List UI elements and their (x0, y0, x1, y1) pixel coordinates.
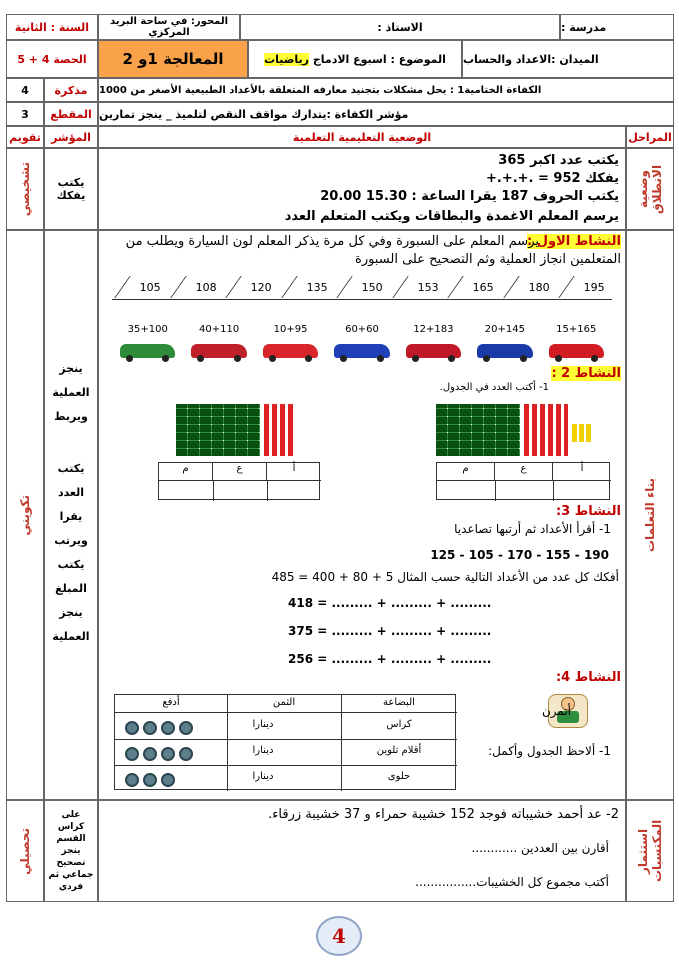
tens-rods (264, 404, 296, 456)
car-operation: 20+145 (484, 324, 525, 335)
units-cubes (572, 424, 592, 442)
teacher-field: الاستاذ : (240, 14, 560, 40)
invest-compare: أقارن بين العددين ............ (471, 841, 609, 855)
activity-4-train: أتمرن (541, 704, 571, 718)
goods-item-1: كراس (386, 719, 412, 730)
stage-invest: استثمار المكتسبات (626, 800, 674, 902)
launch-line-4: يرسم المعلم الاغمدة والبطاقات ويكتب المتعلم العدد (284, 209, 619, 224)
domain-field: الميدان :الاعداد والحساب (462, 40, 674, 78)
car-operation: 12+183 (413, 324, 454, 335)
invest-indicator: على كراس القسم ينجز تصحيح جماعي ثم فردي (44, 800, 98, 902)
invest-content (98, 800, 626, 902)
car-operation: 15+165 (556, 324, 597, 335)
car-operation: 10+95 (273, 324, 308, 335)
activity-1-text-a: يرسم المعلم على السبورة وفي كل مرة يذكر المعلم لون السيارة ويطلب من (125, 234, 539, 249)
car-icon (334, 344, 389, 358)
activity-3-question-1: 1- أقرأ الأعداد ثم أرتبها تصاعديا (454, 522, 611, 536)
final-competence: الكفاءة الختامية1 : يحل مشكلات بتجنيد معارفه المتعلقة بالأعداد الطبيعية الأصغر من 1000 (98, 78, 674, 102)
car-icon (477, 344, 532, 358)
stage-launch: وضعية الانطلاق (626, 148, 674, 230)
decomposition-375: 375 = ......... + ......... + ......... (288, 624, 492, 638)
head-units: أ (267, 463, 321, 481)
year-field: السنة : الثانية (6, 14, 98, 40)
number-strip (112, 272, 612, 300)
car-icon (191, 344, 246, 358)
car-operation: 60+60 (345, 324, 379, 335)
activity-1-text-b: المتعلمين انجاز العملية وثم التصحيح على السبورة (355, 252, 621, 267)
activity-4-title: النشاط 4: (555, 670, 621, 685)
head-units: أ (553, 463, 611, 481)
launch-line-1: يكتب عدد اكبر 365 (498, 153, 619, 168)
car-icon (120, 344, 175, 358)
goods-price-3: دينارا (252, 771, 274, 782)
col-indicator: المؤشر (44, 126, 98, 148)
invest-sum: أكتب مجموع كل الخشيبات................ (415, 875, 609, 889)
hundreds-blocks (176, 404, 260, 456)
blocks-left (176, 404, 296, 456)
place-table-left (158, 462, 320, 500)
place-table-right (436, 462, 610, 500)
activity-2-text: 1- أكتب العدد في الجدول. (439, 382, 549, 393)
number-card: 153 (392, 276, 463, 298)
stage-build: بناء التعلمات (626, 230, 674, 800)
goods-head-price: الثمن (272, 697, 296, 708)
axis-field: المحور: في ساحة البريد المركزي (98, 14, 240, 40)
build-indicator: ينجز العملية ويربط يكتب العدد يقرا ويرتب يكتب المبلغ ينجز العملية (44, 230, 98, 800)
head-hundreds: م (159, 463, 213, 481)
launch-content (98, 148, 626, 230)
school-field: مدرسة : (560, 14, 674, 40)
coins-row-2 (123, 743, 223, 762)
coins-row-3 (123, 769, 223, 788)
number-card: 150 (337, 276, 408, 298)
car-operation: 40+110 (199, 324, 240, 335)
activity-2-title: النشاط 2 : (551, 366, 621, 381)
segment-label: المقطع (44, 102, 98, 126)
number-card: 195 (559, 276, 630, 298)
goods-item-2: أقلام تلوين (376, 745, 422, 756)
number-card: 105 (114, 276, 185, 298)
coins-row-1 (123, 717, 223, 736)
cars-row (112, 318, 612, 368)
goods-head-pay: أدفع (162, 697, 180, 708)
car-icon (549, 344, 604, 358)
decomposition-418: 418 = ......... + ......... + ......... (288, 596, 492, 610)
car-icon (406, 344, 461, 358)
number-card: 165 (448, 276, 519, 298)
eval-invest: تحصيلي (6, 800, 44, 902)
goods-price-2: دينارا (252, 745, 274, 756)
head-tens: ع (213, 463, 267, 481)
car-operation: 35+100 (127, 324, 168, 335)
invest-question: 2- عد أحمد خشيباته فوجد 152 خشيبة حمراء و 37 خشيبة زرقاء. (268, 807, 619, 822)
memo-label: مذكرة (44, 78, 98, 102)
remediation-title: المعالجة 1و 2 (98, 40, 248, 78)
launch-indicator: يكتب يفكك (44, 148, 98, 230)
launch-line-2: يفكك 952 = .+.+.+ (485, 171, 619, 186)
number-card: 108 (170, 276, 241, 298)
activity-3-number-list: 190 - 155 - 170 - 105 - 125 (430, 548, 609, 562)
number-card: 120 (225, 276, 296, 298)
number-card: 180 (503, 276, 574, 298)
head-tens: ع (495, 463, 553, 481)
segment-value: 3 (6, 102, 44, 126)
page-number: 4 (316, 916, 362, 956)
activity-1-title: النشاط الاول : (526, 234, 621, 249)
blocks-right (436, 404, 596, 456)
col-evaluation: تقويم (6, 126, 44, 148)
goods-item-3: حلوى (387, 771, 411, 782)
memo-value: 4 (6, 78, 44, 102)
activity-3-title: النشاط 3: (555, 504, 621, 519)
car-icon (263, 344, 318, 358)
activity-3-question-2: أفكك كل عدد من الأعداد التالية حسب المثال 5 + 80 + 400 = 485 (271, 570, 619, 584)
head-hundreds: م (437, 463, 495, 481)
hundreds-blocks (436, 404, 520, 456)
col-stages: المراحل (626, 126, 674, 148)
number-card: 135 (281, 276, 352, 298)
topic-field: الموضوع : اسبوع الادماج رياضيات (248, 40, 462, 78)
activity-4-question: 1- ألاحظ الجدول وأكمل: (488, 744, 611, 758)
col-situation: الوضعية التعليمية التعلمية (98, 126, 626, 148)
tens-rods (524, 404, 568, 456)
session-field: الحصة 4 + 5 (6, 40, 98, 78)
competence-indicator: مؤشر الكفاءة :يتدارك مواقف النقص لتلميذ _ ينجز تمارين (98, 102, 674, 126)
eval-build: تكويني (6, 230, 44, 800)
launch-line-3: يكتب الحروف 187 يقرا الساعة : 15.30 20.00 (320, 189, 619, 204)
goods-price-1: دينارا (252, 719, 274, 730)
goods-head-item: البضاعة (383, 697, 415, 708)
goods-table (114, 694, 456, 790)
eval-launch: تشخيصي (6, 148, 44, 230)
decomposition-256: 256 = ......... + ......... + ......... (288, 652, 492, 666)
